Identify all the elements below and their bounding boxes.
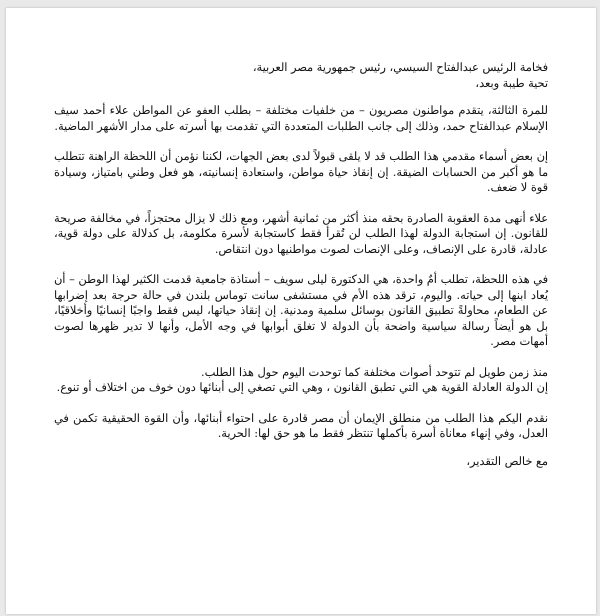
paragraph-3: علاء أنهى مدة العقوبة الصادرة بحقه منذ أكثر من ثمانية أشهر، ومع ذلك لا يزال محتجزاً، في مخالفة صريحة للقانون. إن استجابة الدولة لهذا الطلب لن تُقرأ فقط كاستجابة لأسرة مكلومة، بل كدلالة على دولة قوية، عادلة، قادرة على الإنصاف، وعلى الإنصات لصوت مواطنيها دون انتقاص.	[54, 211, 548, 256]
paragraph-4: في هذه اللحظة، تطلب أمٌ واحدة، هي الدكتورة ليلى سويف – أستاذة جامعية قدمت الكثير لهذا الوطن – أن يُعاد ابنها إلى حياته. واليوم، ترقد هذه الأم في مستشفى سانت توماس بلندن في حالة حرجة بعد إضرابها عن الطعام، محاولةً تطبيق القانون بوسائل سلمية ومدنية. إن إنقاذ حياتها، ليس فقط واجبًا إنسانيًا وأخلاقيًا، بل هو أيضاً رسالة سياسية واضحة بأن الدولة لا تغلق أبوابها في وجه الأمل، وأنها لا تدير ظهرها لصوت أمهات مصر.	[54, 273, 548, 348]
closing-line-1: منذ زمن طويل لم تتوحد أصوات مختلفة كما توحدت اليوم حول هذا الطلب.	[200, 365, 548, 379]
closing-line-2: إن الدولة العادلة القوية هي التي تطبق القانون ، وهي التي تصغي إلى أبنائها دون خوف من اختلاف أو تنوع.	[56, 381, 548, 394]
paragraph-1: للمرة الثالثة، يتقدم مواطنون مصريون – من خلفيات مختلفة – بطلب العفو عن المواطن علاء أحمد سيف الإسلام عبدالفتاح حمد، وذلك إلى جانب الطلبات المتعددة التي تقدمت بها أسرته على مدار الأشهر الماضية.	[54, 104, 548, 133]
letter-body	[54, 60, 548, 469]
paragraph-2: إن بعض أسماء مقدمي هذا الطلب قد لا يلقى قبولاً لدى بعض الجهات، لكننا نؤمن أن اللحظة الراهنة تتطلب ما هو أكبر من الحسابات الضيقة. إن إنقاذ حياة مواطن، واستعادة إنسانيته، هو فعل وطني بامتياز، وسيادة قوة لا ضعف.	[54, 150, 548, 194]
sign-off: مع خالص التقدير،	[466, 454, 548, 468]
letter-page	[6, 8, 596, 614]
salutation: تحية طيبة وبعد،	[475, 76, 548, 90]
addressee-line: فخامة الرئيس عبدالفتاح السيسي، رئيس جمهورية مصر العربية،	[252, 61, 548, 74]
final-paragraph: نقدم اليكم هذا الطلب من منطلق الإيمان أن مصر قادرة على احتواء أبنائها، وأن القوة الحقيقية تكمن في العدل، وفي إنهاء معاناة أسرة بأكملها تنتظر فقط ما هو حق لها: الحرية.	[54, 411, 548, 440]
